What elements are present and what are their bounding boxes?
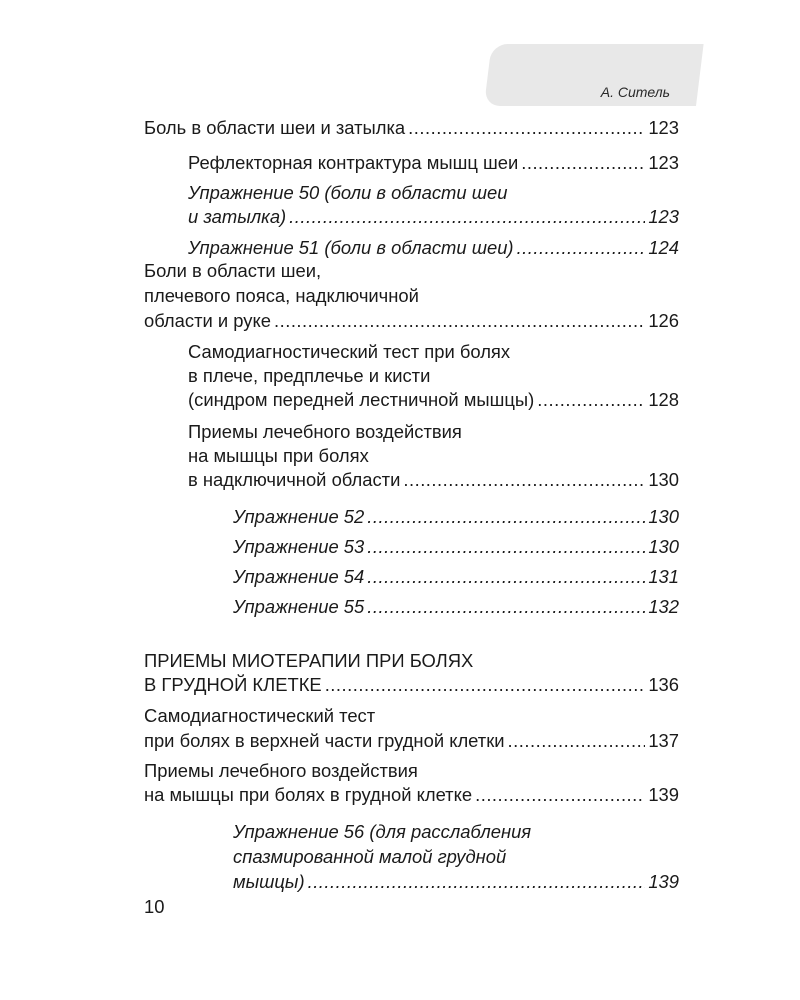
toc-section-heading-line: ПРИЕМЫ МИОТЕРАПИИ ПРИ БОЛЯХ	[144, 650, 474, 671]
toc-entry-line: на мышцы при болях	[188, 445, 369, 466]
toc-entry	[188, 151, 679, 175]
toc-leader-dots	[367, 595, 645, 619]
toc-entry-line: Самодиагностический тест	[144, 705, 376, 726]
toc-entry	[233, 535, 679, 559]
toc-entry-line: Упражнение 50 (боли в области шеи	[188, 182, 508, 203]
toc-entry	[144, 729, 679, 753]
toc-leader-dots	[508, 729, 646, 753]
toc-entry	[144, 116, 679, 140]
toc-leader-dots	[475, 783, 645, 807]
toc-entry-title: В ГРУДНОЙ КЛЕТКЕ	[144, 674, 322, 695]
toc-entry	[233, 595, 679, 619]
toc-leader-dots	[537, 388, 645, 412]
running-head-author: А. Ситель	[600, 84, 670, 100]
toc-entry-page: 130	[648, 536, 679, 557]
toc-entry-title: Упражнение 52	[233, 506, 365, 527]
toc-entry-title: Рефлекторная контрактура мышц шеи	[188, 152, 519, 173]
toc-entry-page: 123	[648, 206, 679, 227]
toc-entry-title: Боль в области шеи и затылка	[144, 117, 406, 138]
toc-entry-line: плечевого пояса, надключичной	[144, 285, 419, 306]
toc-entry-title: (синдром передней лестничной мышцы)	[188, 389, 535, 410]
toc-entry-page: 139	[648, 784, 679, 805]
toc-entry-page: 136	[648, 674, 679, 695]
toc-entry	[144, 673, 679, 697]
toc-entry	[188, 388, 679, 412]
toc-entry-line: Приемы лечебного воздействия	[144, 760, 418, 781]
page-number: 10	[144, 896, 165, 917]
toc-entry-page: 126	[648, 310, 679, 331]
toc-entry-title: области и руке	[144, 310, 271, 331]
toc-entry-line: в плече, предплечье и кисти	[188, 365, 431, 386]
toc-entry-page: 123	[648, 152, 679, 173]
toc-entry-page: 139	[648, 871, 679, 892]
toc-leader-dots	[403, 468, 645, 492]
toc-entry	[188, 468, 679, 492]
toc-entry-page: 130	[648, 506, 679, 527]
toc-entry-title: Упражнение 53	[233, 536, 365, 557]
toc-entry-line: Упражнение 56 (для расслабления	[233, 821, 532, 842]
toc-entry-page: 128	[648, 389, 679, 410]
toc-entry	[233, 565, 679, 589]
toc-leader-dots	[367, 505, 645, 529]
toc-entry	[144, 783, 679, 807]
toc-leader-dots	[517, 236, 646, 260]
toc-entry	[144, 309, 679, 333]
toc-leader-dots	[308, 870, 646, 894]
toc-entry-title: в надключичной области	[188, 469, 401, 490]
toc-entry-page: 132	[648, 596, 679, 617]
toc-entry-title: при болях в верхней части грудной клетки	[144, 730, 505, 751]
toc-leader-dots	[289, 205, 645, 229]
toc-entry-page: 130	[648, 469, 679, 490]
toc-entry-title: мышцы)	[233, 871, 305, 892]
toc-entry-page: 137	[648, 730, 679, 751]
toc-entry-page: 124	[648, 237, 679, 258]
toc-entry-line: спазмированной малой грудной	[233, 846, 507, 867]
toc-leader-dots	[325, 673, 646, 697]
toc-leader-dots	[367, 535, 645, 559]
toc-entry-line: Приемы лечебного воздействия	[188, 421, 462, 442]
toc-entry	[233, 505, 679, 529]
toc-entry-title: Упражнение 54	[233, 566, 365, 587]
toc-entry-title: и затылка)	[188, 206, 287, 227]
toc-leader-dots	[274, 309, 645, 333]
toc-entry-line: Самодиагностический тест при болях	[188, 341, 511, 362]
header-tab	[484, 44, 704, 106]
toc-leader-dots	[521, 151, 645, 175]
toc-leader-dots	[367, 565, 645, 589]
toc-entry	[188, 236, 679, 260]
toc-entry-line: Боли в области шеи,	[144, 260, 322, 281]
toc-entry	[188, 205, 679, 229]
toc-entry-page: 131	[648, 566, 679, 587]
toc-entry-title: Упражнение 51 (боли в области шеи)	[188, 237, 514, 258]
toc-entry	[233, 870, 679, 894]
toc-entry-title: Упражнение 55	[233, 596, 365, 617]
toc-entry-title: на мышцы при болях в грудной клетке	[144, 784, 473, 805]
toc-leader-dots	[408, 116, 645, 140]
toc-entry-page: 123	[648, 117, 679, 138]
